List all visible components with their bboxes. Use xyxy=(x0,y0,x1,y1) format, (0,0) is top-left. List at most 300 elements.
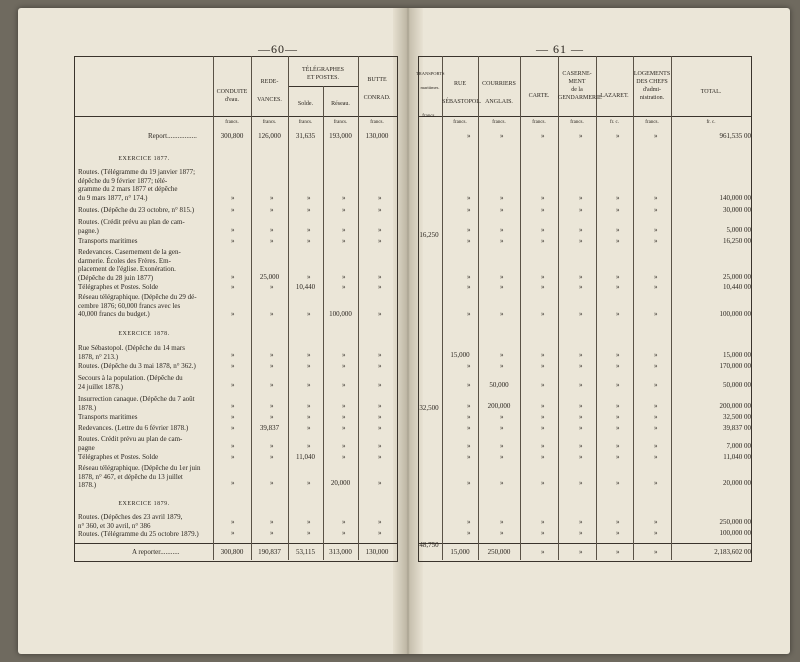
nil-mark: » xyxy=(231,529,235,537)
nil-mark: » xyxy=(270,453,274,461)
nil-mark: » xyxy=(616,206,620,214)
unit-label: francs. xyxy=(453,120,467,125)
row-1877-5-solde: 10,440 xyxy=(295,283,316,291)
nil-mark: » xyxy=(378,283,382,291)
nil-mark: » xyxy=(500,351,504,359)
nil-mark: » xyxy=(500,424,504,432)
nil-mark: » xyxy=(541,442,545,450)
nil-mark: » xyxy=(307,413,311,421)
a-reporter-courriers: 250,000 xyxy=(487,548,511,556)
nil-mark: » xyxy=(378,273,382,281)
unit-label: francs. xyxy=(333,120,348,125)
nil-mark: » xyxy=(307,362,311,370)
a-reporter-butte: 130,000 xyxy=(365,548,389,556)
row-1878-6-total: 7,000 00 xyxy=(726,442,751,450)
nil-mark: » xyxy=(579,132,583,140)
nil-mark: » xyxy=(654,283,658,291)
nil-mark: » xyxy=(541,529,545,537)
nil-mark: » xyxy=(307,402,311,410)
nil-mark: » xyxy=(654,529,658,537)
nil-mark: » xyxy=(467,362,471,370)
nil-mark: » xyxy=(616,548,620,556)
nil-mark: » xyxy=(270,402,274,410)
row-1877-1-total: 30,000 00 xyxy=(723,206,751,214)
nil-mark: » xyxy=(342,402,346,410)
nil-mark: » xyxy=(500,132,504,140)
row-1878-0-label: Rue Sébastopol. (Dépêche du 14 mars 1878, n° 213.) xyxy=(78,344,185,361)
nil-mark: » xyxy=(270,529,274,537)
nil-mark: » xyxy=(467,226,471,234)
row-1878-1-total: 170,000 00 xyxy=(719,362,751,370)
nil-mark: » xyxy=(467,132,471,140)
col-line xyxy=(520,56,521,560)
nil-mark: » xyxy=(270,362,274,370)
header-lazaret: LAZARET. xyxy=(600,93,629,99)
col-line xyxy=(633,56,634,560)
nil-mark: » xyxy=(307,442,311,450)
nil-mark: » xyxy=(270,206,274,214)
nil-mark: » xyxy=(307,310,311,318)
nil-mark: » xyxy=(654,206,658,214)
unit-label: francs. xyxy=(262,120,277,125)
nil-mark: » xyxy=(579,413,583,421)
col-line xyxy=(478,56,479,560)
nil-mark: » xyxy=(231,194,235,202)
nil-mark: » xyxy=(541,132,545,140)
nil-mark: » xyxy=(378,381,382,389)
report-total: 961,535 00 xyxy=(719,132,751,140)
nil-mark: » xyxy=(541,413,545,421)
row-1877-0-label: Routes. (Télégramme du 19 janvier 1877; dépêche du 9 février 1877; télé- gramme du 2 mars 1877 et dépêche du 9 mars 1877, n° 174.) xyxy=(78,168,196,202)
row-1878-1-label: Routes. (Dépêche du 3 mai 1878, n° 362.) xyxy=(78,362,196,370)
nil-mark: » xyxy=(378,442,382,450)
exercice-1878-heading: EXERCICE 1878. xyxy=(118,331,170,337)
row-1877-5-label: Télégraphes et Postes. Solde xyxy=(78,283,159,291)
nil-mark: » xyxy=(270,237,274,245)
row-1878-3-courriers: 200,000 xyxy=(487,402,511,410)
nil-mark: » xyxy=(342,273,346,281)
nil-mark: » xyxy=(342,453,346,461)
row-1877-3-label: Transports maritimes xyxy=(78,237,138,245)
book-spread xyxy=(18,8,790,654)
nil-mark: » xyxy=(270,310,274,318)
row-1878-2-total: 50,000 00 xyxy=(723,381,751,389)
nil-mark: » xyxy=(654,413,658,421)
report-reseau: 193,000 xyxy=(329,132,352,140)
nil-mark: » xyxy=(342,226,346,234)
nil-mark: » xyxy=(541,351,545,359)
nil-mark: » xyxy=(654,226,658,234)
nil-mark: » xyxy=(467,402,471,410)
nil-mark: » xyxy=(231,283,235,291)
nil-mark: » xyxy=(307,226,311,234)
nil-mark: » xyxy=(616,362,620,370)
nil-mark: » xyxy=(541,381,545,389)
nil-mark: » xyxy=(378,424,382,432)
nil-mark: » xyxy=(616,351,620,359)
report-redevances: 126,000 xyxy=(258,132,281,140)
nil-mark: » xyxy=(616,273,620,281)
exercice-1879-heading: EXERCICE 1879. xyxy=(118,501,170,507)
row-1877-0-total: 140,000 00 xyxy=(719,194,751,202)
nil-mark: » xyxy=(231,351,235,359)
nil-mark: » xyxy=(231,362,235,370)
nil-mark: » xyxy=(378,413,382,421)
nil-mark: » xyxy=(307,351,311,359)
nil-mark: » xyxy=(616,237,620,245)
nil-mark: » xyxy=(342,206,346,214)
nil-mark: » xyxy=(579,273,583,281)
nil-mark: » xyxy=(579,226,583,234)
header-rule-left xyxy=(74,116,398,117)
nil-mark: » xyxy=(654,479,658,487)
nil-mark: » xyxy=(342,413,346,421)
row-1878-6-label: Routes. Crédit prévu au plan de cam- pagne xyxy=(78,435,183,452)
report-solde: 31,635 xyxy=(295,132,316,140)
nil-mark: » xyxy=(500,479,504,487)
col-line xyxy=(596,56,597,560)
row-1877-5-total: 10,440 00 xyxy=(723,283,751,291)
a-reporter-redevances: 190,837 xyxy=(258,548,281,556)
nil-mark: » xyxy=(654,424,658,432)
nil-mark: » xyxy=(500,226,504,234)
row-1877-6-reseau: 100,000 xyxy=(329,310,352,318)
unit-label: francs. xyxy=(422,114,436,119)
row-1878-2-label: Secours à la population. (Dépêche du 24 juillet 1878.) xyxy=(78,374,183,391)
nil-mark: » xyxy=(579,351,583,359)
nil-mark: » xyxy=(541,283,545,291)
nil-mark: » xyxy=(342,283,346,291)
footer-rule-left xyxy=(74,543,398,544)
nil-mark: » xyxy=(307,273,311,281)
nil-mark: » xyxy=(579,453,583,461)
nil-mark: » xyxy=(500,362,504,370)
nil-mark: » xyxy=(307,206,311,214)
header-butte: BUTTE CONRAD. xyxy=(363,77,391,101)
nil-mark: » xyxy=(467,273,471,281)
row-1878-3-label: Insurrection canaque. (Dépêche du 7 août 1878.) xyxy=(78,395,195,412)
row-1879-1-label: Routes. (Télégramme du 25 octobre 1879.) xyxy=(78,530,199,538)
nil-mark: » xyxy=(231,381,235,389)
nil-mark: » xyxy=(500,283,504,291)
nil-mark: » xyxy=(654,518,658,526)
nil-mark: » xyxy=(616,479,620,487)
a-reporter-reseau: 313,000 xyxy=(329,548,352,556)
nil-mark: » xyxy=(378,362,382,370)
nil-mark: » xyxy=(541,424,545,432)
nil-mark: » xyxy=(231,518,235,526)
nil-mark: » xyxy=(500,442,504,450)
nil-mark: » xyxy=(467,194,471,202)
right-page-number: — 61 — xyxy=(536,42,584,56)
row-1877-2-label: Routes. (Crédit prévu au plan de cam- pagne.) xyxy=(78,218,185,235)
nil-mark: » xyxy=(467,237,471,245)
nil-mark: » xyxy=(500,413,504,421)
nil-mark: » xyxy=(467,310,471,318)
nil-mark: » xyxy=(307,194,311,202)
header-carte: CARTE. xyxy=(528,93,550,99)
nil-mark: » xyxy=(616,132,620,140)
unit-label: francs. xyxy=(370,120,384,125)
nil-mark: » xyxy=(579,310,583,318)
nil-mark: » xyxy=(467,453,471,461)
nil-mark: » xyxy=(616,194,620,202)
nil-mark: » xyxy=(307,479,311,487)
row-1877-3-total: 16,250 00 xyxy=(723,237,751,245)
nil-mark: » xyxy=(616,529,620,537)
nil-mark: » xyxy=(579,206,583,214)
unit-label: francs. xyxy=(225,120,239,125)
col-line xyxy=(442,56,443,560)
nil-mark: » xyxy=(541,362,545,370)
nil-mark: » xyxy=(307,424,311,432)
row-1878-8-total: 20,000 00 xyxy=(723,479,751,487)
nil-mark: » xyxy=(467,424,471,432)
nil-mark: » xyxy=(231,273,235,281)
header-total: TOTAL. xyxy=(700,89,722,95)
nil-mark: » xyxy=(541,518,545,526)
header-redevances: REDE- VANCES. xyxy=(257,79,282,103)
nil-mark: » xyxy=(579,548,583,556)
nil-mark: » xyxy=(541,310,545,318)
row-1877-4-label: Redevances. Casernement de la gen- darmerie. Écoles des Frères. Em- placement de l'église. Exonération. (Dépêche du 28 juin 1877) xyxy=(78,248,181,282)
row-1877-4-total: 25,000 00 xyxy=(723,273,751,281)
nil-mark: » xyxy=(616,283,620,291)
nil-mark: » xyxy=(616,424,620,432)
a-reporter-label: A reporter........... xyxy=(132,548,180,556)
nil-mark: » xyxy=(231,424,235,432)
row-1878-5-redevances: 39,837 xyxy=(259,424,280,432)
row-1877-6-label: Réseau télégraphique. (Dépêche du 29 dé- cembre 1876; 60,000 francs avec les 40,000 francs du budget.) xyxy=(78,293,197,319)
nil-mark: » xyxy=(500,529,504,537)
header-conduite: CONDUITE d'eau. xyxy=(216,89,248,103)
nil-mark: » xyxy=(467,381,471,389)
row-1879-1-total: 100,000 00 xyxy=(719,529,751,537)
nil-mark: » xyxy=(579,442,583,450)
nil-mark: » xyxy=(654,442,658,450)
nil-mark: » xyxy=(378,237,382,245)
nil-mark: » xyxy=(541,548,545,556)
nil-mark: » xyxy=(342,194,346,202)
nil-mark: » xyxy=(342,381,346,389)
nil-mark: » xyxy=(541,206,545,214)
col-line xyxy=(558,56,559,560)
nil-mark: » xyxy=(378,402,382,410)
header-courriers: COURRIERS ANGLAIS. xyxy=(482,81,516,105)
nil-mark: » xyxy=(500,310,504,318)
nil-mark: » xyxy=(467,206,471,214)
nil-mark: » xyxy=(579,381,583,389)
nil-mark: » xyxy=(500,206,504,214)
nil-mark: » xyxy=(541,237,545,245)
nil-mark: » xyxy=(231,310,235,318)
nil-mark: » xyxy=(270,479,274,487)
nil-mark: » xyxy=(342,362,346,370)
nil-mark: » xyxy=(378,453,382,461)
nil-mark: » xyxy=(579,362,583,370)
unit-label: fr. c. xyxy=(706,120,716,125)
row-1878-2-courriers: 50,000 xyxy=(489,381,509,389)
nil-mark: » xyxy=(378,206,382,214)
nil-mark: » xyxy=(541,453,545,461)
nil-mark: » xyxy=(231,453,235,461)
nil-mark: » xyxy=(654,310,658,318)
unit-label: fr. c. xyxy=(609,120,620,125)
nil-mark: » xyxy=(231,237,235,245)
nil-mark: » xyxy=(579,529,583,537)
a-reporter-conduite: 300,800 xyxy=(220,548,244,556)
nil-mark: » xyxy=(378,518,382,526)
a-reporter-solde: 53,115 xyxy=(296,548,315,556)
nil-mark: » xyxy=(270,442,274,450)
row-1878-7-solde: 11,040 xyxy=(296,453,315,461)
nil-mark: » xyxy=(270,194,274,202)
nil-mark: » xyxy=(500,194,504,202)
header-rule-right xyxy=(418,116,752,117)
nil-mark: » xyxy=(579,518,583,526)
nil-mark: » xyxy=(231,402,235,410)
a-reporter-transports: 48,750 xyxy=(419,541,439,549)
nil-mark: » xyxy=(616,413,620,421)
row-1878-4-total: 32,500 00 xyxy=(723,413,751,421)
nil-mark: » xyxy=(654,132,658,140)
row-1878-0-rue: 15,000 xyxy=(450,351,470,359)
col-line xyxy=(671,56,672,560)
nil-mark: » xyxy=(579,424,583,432)
nil-mark: » xyxy=(654,362,658,370)
nil-mark: » xyxy=(467,529,471,537)
nil-mark: » xyxy=(270,283,274,291)
nil-mark: » xyxy=(307,381,311,389)
nil-mark: » xyxy=(467,518,471,526)
row-1877-6-total: 100,000 00 xyxy=(719,310,751,318)
nil-mark: » xyxy=(541,479,545,487)
nil-mark: » xyxy=(307,529,311,537)
row-1878-0-total: 15,000 00 xyxy=(723,351,751,359)
nil-mark: » xyxy=(500,518,504,526)
nil-mark: » xyxy=(616,442,620,450)
nil-mark: » xyxy=(616,226,620,234)
nil-mark: » xyxy=(579,194,583,202)
nil-mark: » xyxy=(231,413,235,421)
row-1878-7-label: Télégraphes et Postes. Solde xyxy=(78,453,159,461)
header-telegraphes: TÉLÉGRAPHES ET POSTES. xyxy=(302,67,344,81)
nil-mark: » xyxy=(307,518,311,526)
row-1879-0-label: Routes. (Dépêches des 23 avril 1879, n° 360, et 30 avril, n° 386 xyxy=(78,513,183,530)
report-label: Report................. xyxy=(148,132,197,140)
nil-mark: » xyxy=(467,413,471,421)
transports-1877-value: 16,250 xyxy=(419,231,439,239)
nil-mark: » xyxy=(342,237,346,245)
row-1879-0-total: 250,000 00 xyxy=(719,518,751,526)
unit-label: francs. xyxy=(492,120,506,125)
nil-mark: » xyxy=(378,310,382,318)
nil-mark: » xyxy=(500,453,504,461)
nil-mark: » xyxy=(616,402,620,410)
nil-mark: » xyxy=(270,226,274,234)
left-page-number: —60— xyxy=(258,42,298,56)
nil-mark: » xyxy=(654,194,658,202)
row-1877-1-label: Routes. (Dépêche du 23 octobre, n° 815.) xyxy=(78,206,195,214)
nil-mark: » xyxy=(654,453,658,461)
nil-mark: » xyxy=(270,518,274,526)
header-caserne: CASERNE- MENT de la GENDARMERIE xyxy=(558,71,602,101)
exercice-1877-heading: EXERCICE 1877. xyxy=(118,156,170,162)
nil-mark: » xyxy=(616,310,620,318)
nil-mark: » xyxy=(541,226,545,234)
row-1878-8-label: Réseau télégraphique. (Dépêche du 1er juin 1878, n° 467, et dépêche du 13 juillet 1878.) xyxy=(78,464,201,490)
nil-mark: » xyxy=(378,529,382,537)
nil-mark: » xyxy=(378,479,382,487)
nil-mark: » xyxy=(654,237,658,245)
unit-label: francs. xyxy=(645,120,659,125)
nil-mark: » xyxy=(500,273,504,281)
row-1878-7-total: 11,040 00 xyxy=(723,453,751,461)
nil-mark: » xyxy=(231,479,235,487)
nil-mark: » xyxy=(654,402,658,410)
nil-mark: » xyxy=(342,529,346,537)
nil-mark: » xyxy=(579,402,583,410)
nil-mark: » xyxy=(500,237,504,245)
row-1878-3-total: 200,000 00 xyxy=(719,402,751,410)
nil-mark: » xyxy=(342,518,346,526)
nil-mark: » xyxy=(616,453,620,461)
row-1878-8-reseau: 20,000 xyxy=(330,479,351,487)
nil-mark: » xyxy=(270,351,274,359)
nil-mark: » xyxy=(378,226,382,234)
unit-label: francs. xyxy=(532,120,546,125)
transports-1878-value: 32,500 xyxy=(419,404,439,412)
unit-label: francs. xyxy=(298,120,313,125)
nil-mark: » xyxy=(378,351,382,359)
nil-mark: » xyxy=(342,424,346,432)
nil-mark: » xyxy=(467,283,471,291)
row-1877-2-total: 5,000 00 xyxy=(726,226,751,234)
nil-mark: » xyxy=(231,442,235,450)
a-reporter-total: 2,183,602 00 xyxy=(714,548,751,556)
nil-mark: » xyxy=(342,442,346,450)
footer-rule-right xyxy=(418,543,752,544)
row-1878-5-label: Redevances. (Lettre du 6 février 1878.) xyxy=(78,424,189,432)
nil-mark: » xyxy=(270,381,274,389)
nil-mark: » xyxy=(467,442,471,450)
nil-mark: » xyxy=(467,479,471,487)
nil-mark: » xyxy=(654,351,658,359)
nil-mark: » xyxy=(654,273,658,281)
nil-mark: » xyxy=(231,226,235,234)
nil-mark: » xyxy=(270,413,274,421)
nil-mark: » xyxy=(378,194,382,202)
nil-mark: » xyxy=(616,518,620,526)
row-1878-5-total: 39,837 00 xyxy=(723,424,751,432)
nil-mark: » xyxy=(541,273,545,281)
nil-mark: » xyxy=(307,237,311,245)
nil-mark: » xyxy=(231,206,235,214)
a-reporter-rue: 15,000 xyxy=(450,548,470,556)
nil-mark: » xyxy=(579,283,583,291)
header-rue: RUE SÉBASTOPOL. xyxy=(442,81,482,105)
nil-mark: » xyxy=(579,237,583,245)
col-line xyxy=(323,86,324,560)
header-transports: TRANSPORTS maritimes. xyxy=(416,71,445,90)
header-logements: LOGEMENTS DES CHEFS d'admi- nistration. xyxy=(633,71,671,101)
nil-mark: » xyxy=(541,402,545,410)
unit-label: francs. xyxy=(570,120,584,125)
header-reseau: Réseau. xyxy=(331,101,350,107)
row-1877-4-redevances: 25,000 xyxy=(259,273,280,281)
nil-mark: » xyxy=(654,381,658,389)
nil-mark: » xyxy=(616,381,620,389)
